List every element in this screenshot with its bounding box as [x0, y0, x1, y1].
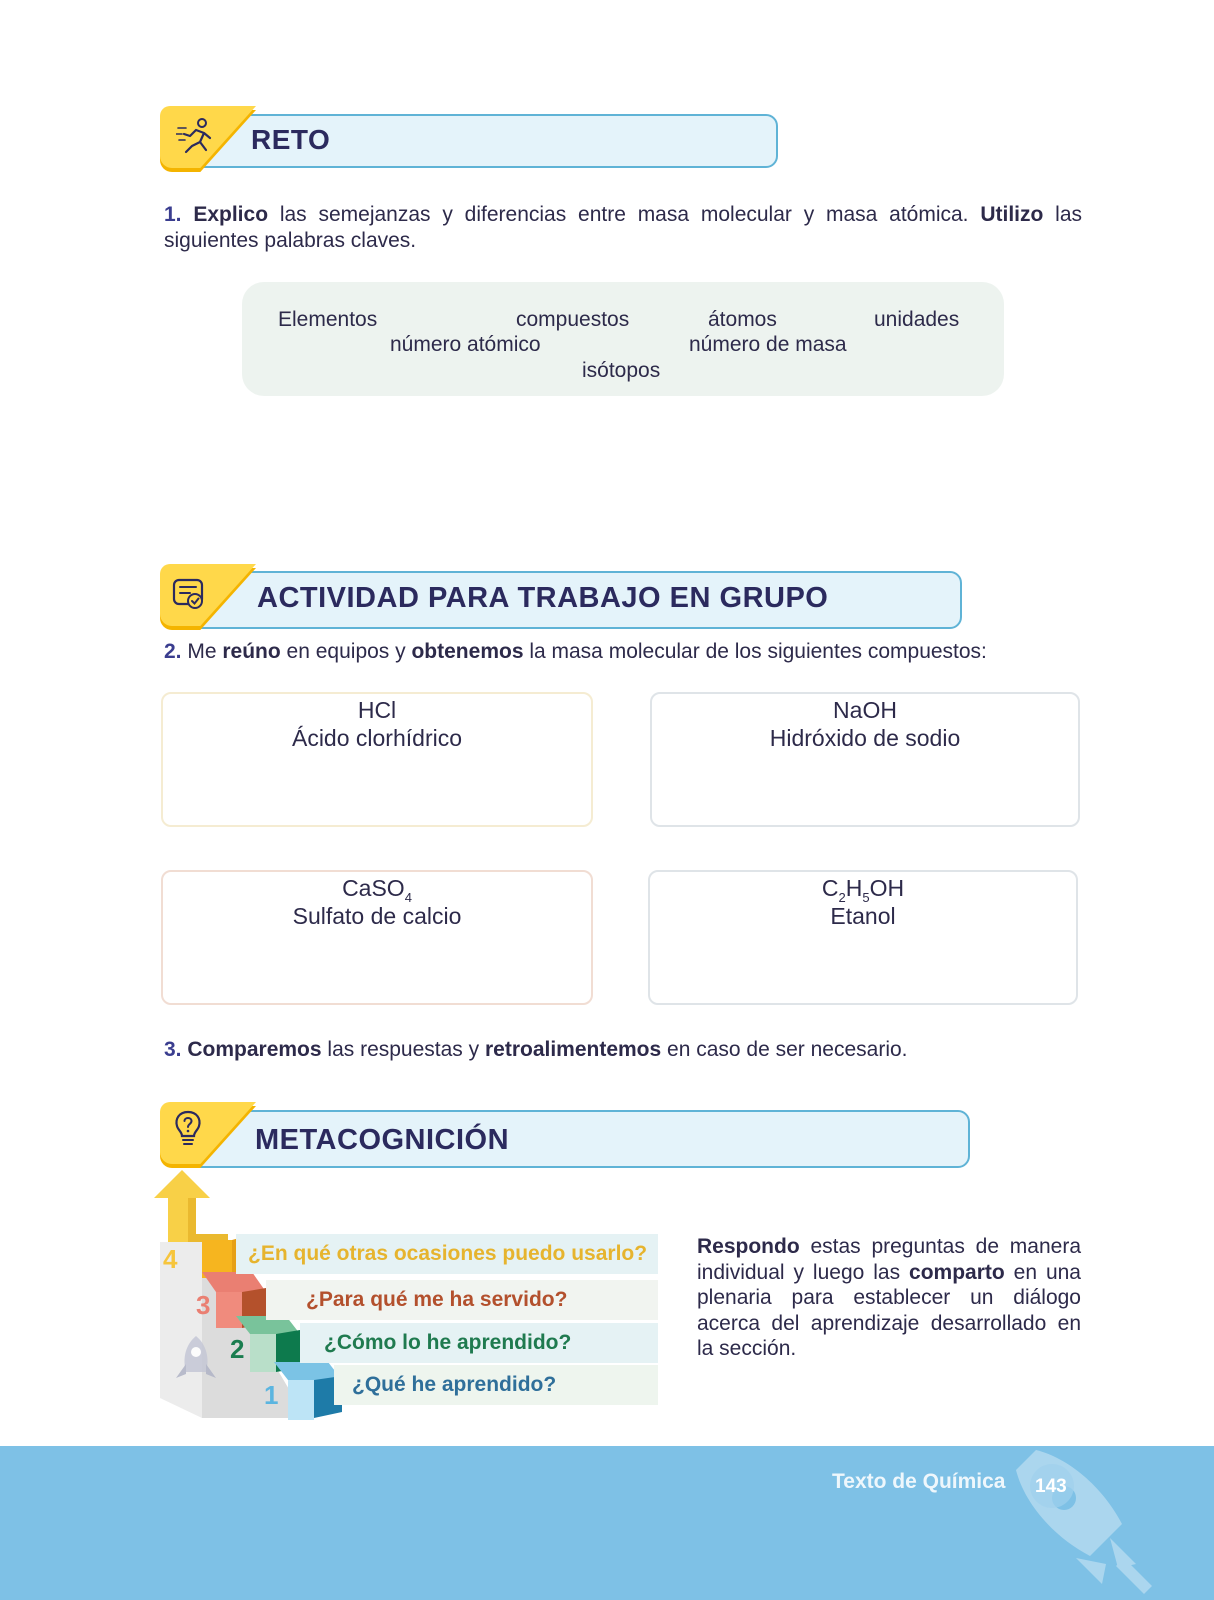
metacognition-question: ¿En qué otras ocasiones puedo usarlo?: [248, 1242, 648, 1265]
question-3-number: 3.: [164, 1038, 182, 1061]
question-2-text-a: Me: [187, 640, 223, 663]
question-2-text-c: la masa molecular de los siguientes compuestos:: [523, 640, 987, 663]
compound-box-hcl[interactable]: [161, 692, 593, 827]
reto-title: RETO: [251, 124, 331, 155]
compound-name: Ácido clorhídrico: [291, 725, 463, 751]
question-bar-2: [300, 1323, 658, 1363]
question-2-number: 2.: [164, 640, 182, 663]
checklist-icon: [168, 574, 208, 614]
page-number: 143: [1035, 1476, 1067, 1497]
rocket-watermark-icon: [1006, 1446, 1156, 1600]
book-title: Texto de Química: [832, 1470, 1006, 1493]
question-3: [164, 1037, 1084, 1063]
formula-subscript: 5: [862, 890, 870, 905]
keyword: átomos: [708, 308, 777, 331]
step-number-4: 4: [163, 1244, 178, 1274]
formula-subscript: 2: [838, 890, 846, 905]
compound-box-naoh[interactable]: [650, 692, 1080, 827]
instructions-text-a: estas preguntas de manera individual y luego las: [697, 1235, 1081, 1284]
question-3-text-b: en caso de ser necesario.: [661, 1038, 908, 1061]
formula-part: C: [821, 875, 839, 901]
grupo-title: ACTIVIDAD PARA TRABAJO EN GRUPO: [257, 582, 829, 614]
step-number-3: 3: [196, 1290, 211, 1320]
question-1: [164, 202, 1082, 254]
lightbulb-question-icon: [168, 1108, 208, 1148]
instructions-text-b: en una plenaria para establecer un diálogo acerca del aprendizaje desarrollado en la sección.: [697, 1260, 1081, 1360]
metacognition-question: ¿Qué he aprendido?: [352, 1373, 557, 1396]
question-bar-3: [266, 1280, 658, 1320]
compound-formula: HCl: [357, 697, 397, 723]
verb-respondo: Respondo: [697, 1235, 800, 1258]
page-footer: [0, 1446, 1214, 1600]
metacognition-question: ¿Para qué me ha servido?: [306, 1288, 568, 1311]
compound-name: Sulfato de calcio: [292, 903, 462, 929]
keyword: número atómico: [390, 333, 541, 356]
formula-part: CaSO: [342, 875, 405, 901]
meta-title: METACOGNICIÓN: [255, 1124, 510, 1156]
formula-part: OH: [869, 875, 905, 901]
compound-box-caso4[interactable]: [161, 870, 593, 1005]
compound-name: Etanol: [830, 903, 896, 929]
question-1-number: 1.: [164, 203, 182, 226]
running-person-icon: [176, 116, 216, 156]
compound-formula: NaOH: [833, 697, 897, 723]
keyword: número de masa: [689, 333, 847, 356]
question-bar-1: [334, 1365, 658, 1405]
compound-box-c2h5oh[interactable]: [648, 870, 1078, 1005]
keyword: compuestos: [516, 308, 630, 331]
question-2-verb-obtenemos: obtenemos: [411, 640, 524, 663]
metacognition-instructions: [697, 1234, 1081, 1362]
keyword-box: [242, 282, 1004, 396]
question-1-text-b: las siguientes palabras claves.: [164, 203, 1082, 252]
question-3-verb-comparemos: Comparemos: [187, 1038, 322, 1061]
step-number-1: 1: [264, 1380, 279, 1410]
question-2: [164, 639, 1084, 665]
question-1-verb-utilizo: Utilizo: [980, 203, 1044, 226]
question-bar-4: [236, 1234, 658, 1274]
keyword: Elementos: [278, 308, 378, 331]
question-2-text-b: en equipos y: [280, 640, 412, 663]
formula-part: H: [845, 875, 863, 901]
compound-name: Hidróxido de sodio: [769, 725, 961, 751]
question-3-verb-retroalimentemos: retroalimentemos: [484, 1038, 662, 1061]
keyword: isótopos: [582, 359, 661, 382]
formula-subscript: 4: [404, 890, 412, 905]
verb-comparto: comparto: [909, 1260, 1005, 1284]
keyword: unidades: [874, 308, 960, 331]
step-number-2: 2: [230, 1334, 245, 1364]
metacognition-question: ¿Cómo lo he aprendido?: [324, 1331, 572, 1354]
question-1-text-a: las semejanzas y diferencias entre masa molecular y masa atómica.: [268, 203, 981, 226]
question-2-verb-reuno: reúno: [222, 640, 281, 663]
question-3-text-a: las respuestas y: [321, 1038, 485, 1061]
question-1-verb-explico: Explico: [193, 203, 269, 226]
